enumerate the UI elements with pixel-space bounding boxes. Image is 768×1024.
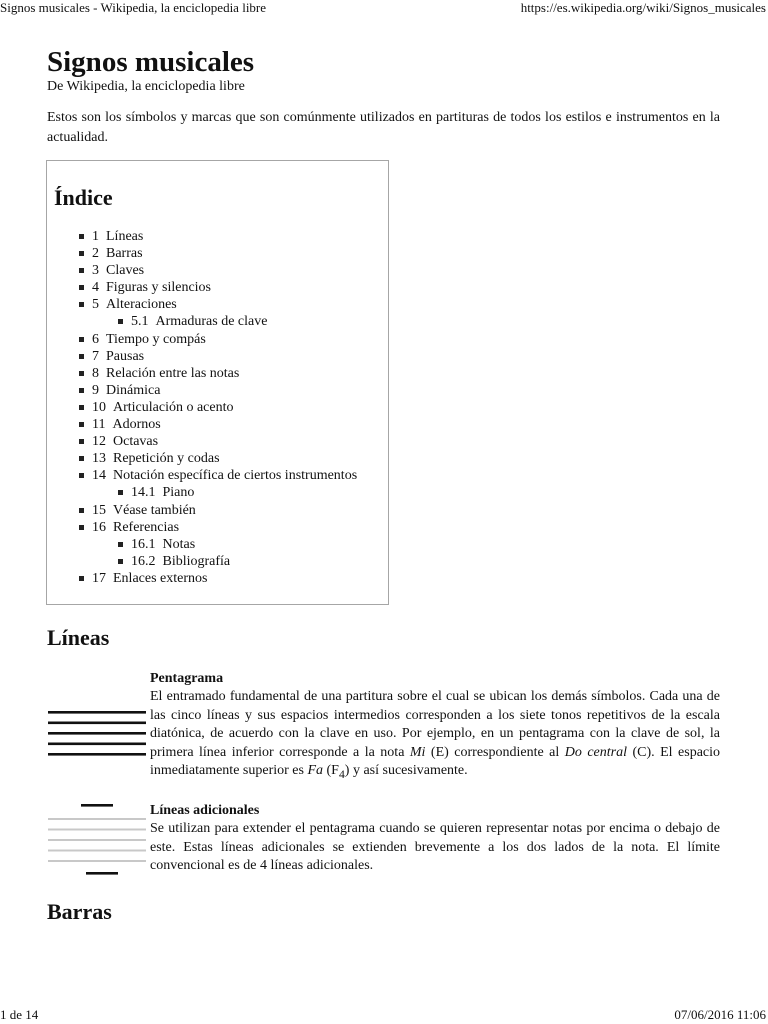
toc-label[interactable]: Enlaces externos — [113, 570, 208, 586]
toc-item[interactable] — [47, 399, 390, 416]
bullet-icon — [79, 285, 84, 290]
toc-item[interactable] — [47, 331, 390, 348]
toc-label[interactable]: Véase también — [113, 502, 196, 518]
toc-number: 13 — [92, 451, 106, 467]
toc-label[interactable]: Repetición y codas — [113, 451, 220, 467]
toc-label[interactable]: Líneas — [106, 229, 144, 244]
toc-label[interactable]: Bibliografía — [162, 553, 231, 569]
entry-title-pentagrama: Pentagrama — [150, 671, 224, 686]
toc-number: 15 — [92, 502, 106, 518]
toc-number: 16.1 — [131, 536, 156, 552]
pentagrama-text-2: (E) correspondiente al — [425, 744, 565, 760]
pentagrama-text-3: (C). El espacio inmediatamente superior es — [150, 744, 721, 779]
toc-number: 9 — [92, 382, 99, 398]
adicionales-text: Se utilizan para extender el pentagrama cuando se quieren representar notas por encima o debajo de este. Estas líneas adicionales se extienden brevemente a los dos lados de la nota. El límite convencional es de 4 líneas adicionales. — [150, 821, 720, 874]
toc-item[interactable] — [47, 296, 390, 313]
bullet-icon — [79, 422, 84, 427]
pentagrama-text-4: (F — [323, 763, 339, 779]
toc-label[interactable]: Dinámica — [106, 382, 161, 398]
toc-label[interactable]: Adornos — [112, 417, 161, 433]
toc-label[interactable]: Notación específica de ciertos instrumentos — [113, 468, 358, 484]
toc-label[interactable]: Pausas — [106, 348, 145, 364]
bullet-icon — [79, 268, 84, 273]
toc-label[interactable]: Barras — [106, 246, 143, 262]
toc-label[interactable]: Tiempo y compás — [106, 331, 206, 347]
bullet-icon — [79, 354, 84, 359]
note-fa: Fa — [307, 763, 324, 779]
toc-number: 8 — [92, 365, 99, 381]
section-heading-barras: Barras — [47, 899, 112, 924]
bullet-icon — [79, 251, 84, 256]
toc-number: 14.1 — [131, 485, 156, 501]
toc-number: 4 — [92, 280, 99, 296]
bullet-icon — [118, 559, 123, 564]
toc-item[interactable] — [47, 553, 390, 570]
toc-title: Índice — [54, 185, 113, 210]
toc-item[interactable] — [47, 228, 390, 245]
print-header-title: Signos musicales - Wikipedia, la enciclopedia libre — [0, 0, 267, 15]
print-footer-page: 1 de 14 — [0, 1007, 39, 1022]
toc-item[interactable] — [47, 348, 390, 365]
note-mi: Mi — [409, 744, 426, 760]
toc-label[interactable]: Octavas — [113, 434, 159, 450]
toc-number: 12 — [92, 434, 106, 450]
bullet-icon — [79, 337, 84, 342]
toc-number: 16 — [92, 519, 106, 535]
toc-label[interactable]: Relación entre las notas — [106, 365, 240, 381]
table-of-contents — [46, 160, 389, 605]
bullet-icon — [79, 302, 84, 307]
toc-item[interactable] — [47, 484, 390, 501]
toc-item[interactable] — [47, 502, 390, 519]
bullet-icon — [79, 371, 84, 376]
print-footer-datetime: 07/06/2016 11:06 — [674, 1007, 766, 1022]
page-title: Signos musicales — [47, 46, 255, 78]
toc-item[interactable] — [47, 519, 390, 536]
toc-number: 5 — [92, 297, 99, 313]
subscript-4: 4 — [338, 767, 345, 781]
bullet-icon — [118, 490, 123, 495]
bullet-icon — [79, 525, 84, 530]
toc-label[interactable]: Claves — [106, 263, 145, 279]
toc-item[interactable] — [47, 365, 390, 382]
toc-number: 10 — [92, 399, 106, 415]
pentagrama-text-1: El entramado fundamental de una partitura sobre el cual se ubican los demás símbolos. Cada una de las cinco líneas y sus espacios intermedios corresponden a los siete tonos repetitivos de la escala diatónica, de acuerdo con la clave en uso. Por ejemplo, en un pentagrama con la clave de sol, la primera línea inferior corresponde a la nota — [150, 689, 720, 760]
section-heading-lineas: Líneas — [47, 625, 110, 650]
bullet-icon — [79, 576, 84, 581]
toc-item[interactable] — [47, 245, 390, 262]
ledger-lines-illustration — [48, 800, 146, 878]
toc-number: 5.1 — [131, 314, 149, 330]
toc-number: 7 — [92, 348, 99, 364]
toc-number: 2 — [92, 246, 99, 262]
staff-lines-illustration — [48, 710, 146, 760]
toc-item[interactable] — [47, 382, 390, 399]
bullet-icon — [79, 405, 84, 410]
toc-item[interactable] — [47, 416, 390, 433]
toc-label[interactable]: Figuras y silencios — [106, 280, 211, 296]
toc-item[interactable] — [47, 433, 390, 450]
toc-label[interactable]: Notas — [162, 536, 196, 552]
toc-item[interactable] — [47, 279, 390, 296]
toc-number: 14 — [92, 468, 106, 484]
bullet-icon — [118, 542, 123, 547]
bullet-icon — [79, 508, 84, 513]
bullet-icon — [79, 234, 84, 239]
bullet-icon — [79, 439, 84, 444]
toc-label[interactable]: Articulación o acento — [113, 399, 234, 415]
toc-item[interactable] — [47, 536, 390, 553]
toc-number: 16.2 — [131, 553, 156, 569]
toc-item[interactable] — [47, 450, 390, 467]
bullet-icon — [79, 473, 84, 478]
toc-item[interactable] — [47, 570, 390, 587]
do-central: Do central — [564, 744, 627, 760]
toc-label[interactable]: Armaduras de clave — [155, 314, 268, 330]
intro-paragraph: Estos son los símbolos y marcas que son comúnmente utilizados en partituras de todos los estilos e instrumentos en la actualidad. — [47, 110, 720, 145]
toc-item[interactable] — [47, 467, 390, 484]
toc-label[interactable]: Referencias — [113, 519, 180, 535]
entry-title-adicionales: Líneas adicionales — [150, 803, 260, 818]
toc-item[interactable] — [47, 262, 390, 279]
bullet-icon — [79, 456, 84, 461]
toc-label[interactable]: Alteraciones — [106, 297, 177, 313]
toc-number: 6 — [92, 331, 99, 347]
toc-number: 3 — [92, 263, 99, 279]
toc-number: 1 — [92, 229, 99, 244]
entry-lineas-adicionales — [150, 802, 720, 876]
pentagrama-text-5: ) y así sucesivamente. — [344, 763, 468, 779]
page-subtitle: De Wikipedia, la enciclopedia libre — [47, 79, 245, 94]
toc-label[interactable]: Piano — [162, 485, 195, 501]
toc-number: 11 — [92, 417, 106, 433]
toc-number: 17 — [92, 570, 106, 586]
bullet-icon — [79, 388, 84, 393]
print-header-url[interactable]: https://es.wikipedia.org/wiki/Signos_musicales — [520, 0, 766, 15]
toc-list — [47, 228, 390, 587]
entry-pentagrama — [150, 670, 720, 784]
bullet-icon — [118, 319, 123, 324]
toc-item[interactable] — [47, 313, 390, 330]
